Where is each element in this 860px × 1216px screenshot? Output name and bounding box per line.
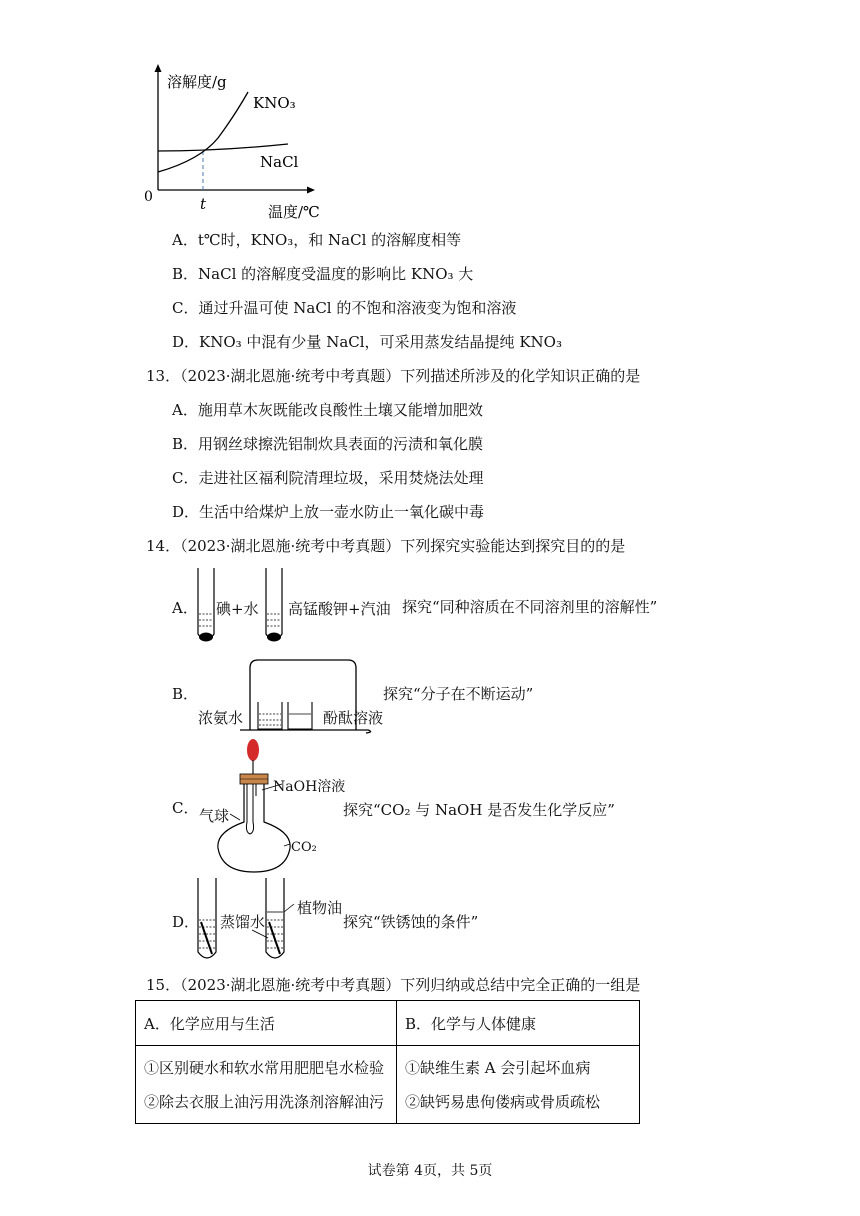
q14-d-letter: D．: [172, 913, 200, 931]
q14-stem: 14．（2023·湖北恩施·统考中考真题）下列探究实验能达到探究目的的是: [146, 537, 626, 555]
y-axis-arrow: [155, 64, 162, 72]
q14-a-label-iodine: 碘+水: [216, 600, 259, 618]
q14-c-label-balloon: 气球: [199, 807, 230, 825]
q12-option-d: D．KNO₃ 中混有少量 NaCl，可采用蒸发结晶提纯 KNO₃: [172, 333, 562, 351]
table-header-a: A．化学应用与生活: [136, 1001, 397, 1046]
q12-option-b: B．NaCl 的溶解度受温度的影响比 KNO₃ 大: [172, 265, 474, 283]
q14-d-label-water: 蒸馏水: [220, 913, 266, 931]
q14-c-text: 探究“CO₂ 与 NaOH 是否发生化学反应”: [343, 801, 615, 819]
red-dropper-bulb: [247, 739, 259, 761]
base-plate: [240, 730, 371, 733]
test-tube-kmno4: [266, 568, 282, 640]
y-axis-label: 溶解度/g: [167, 73, 227, 91]
cell-b-line-1: ①缺维生素 A 会引起坏血病: [405, 1058, 591, 1077]
q13-option-c: C．走进社区福利院清理垃圾，采用焚烧法处理: [172, 469, 484, 487]
x-axis-arrow: [307, 187, 315, 194]
table-header-row: [136, 1001, 640, 1046]
origin-label: 0: [144, 189, 153, 205]
series-label-kno3: KNO₃: [253, 94, 296, 112]
iodine-solid: [199, 633, 213, 642]
kmno4-solid: [267, 633, 281, 642]
q14-b-label-ammonia: 浓氨水: [198, 709, 244, 727]
q14-b-letter: B．: [172, 685, 199, 703]
q14-b-text: 探究“分子在不断运动”: [383, 685, 534, 703]
table-header-b: B．化学与人体健康: [397, 1001, 640, 1046]
balloon-tube: [246, 784, 253, 834]
test-tube-water: [198, 878, 216, 958]
q14-b-label-phenolphthalein: 酚酞溶液: [323, 709, 384, 727]
q13-option-a: A．施用草木灰既能改良酸性土壤又能增加肥效: [172, 401, 483, 419]
table-cell-a: [136, 1046, 397, 1124]
solubility-chart: [140, 60, 340, 225]
nacl-curve: [158, 144, 288, 151]
cell-a-line-1: ①区别硬水和软水常用肥肥皂水检验: [144, 1058, 385, 1077]
q12-option-a: A．t℃时，KNO₃，和 NaCl 的溶解度相等: [172, 231, 462, 249]
q14-a-text: 探究“同种溶质在不同溶剂里的溶解性”: [402, 598, 658, 616]
q14-d-label-oil: 植物油: [297, 899, 343, 917]
q14-c-letter: C．: [172, 799, 199, 817]
q14-d-text: 探究“铁锈蚀的条件”: [343, 913, 479, 931]
q13-option-d: D．生活中给煤炉上放一壶水防止一氧化碳中毒: [172, 503, 485, 521]
page-footer: 试卷第 4页，共 5页: [367, 1163, 493, 1179]
q15-summary-table: [135, 1000, 640, 1124]
test-tube-oil: [266, 878, 284, 958]
table-cell-b: [397, 1046, 640, 1124]
q14-c-label-naoh: NaOH溶液: [273, 779, 346, 795]
q14-c-label-co2: CO₂: [291, 840, 317, 855]
table-row: [136, 1046, 640, 1124]
q12-option-c: C．通过升温可使 NaCl 的不饱和溶液变为饱和溶液: [172, 299, 517, 317]
q15-stem: 15．（2023·湖北恩施·统考中考真题）下列归纳或总结中完全正确的一组是: [146, 976, 641, 994]
q14-a-label-kmno4: 高锰酸钾+汽油: [288, 600, 391, 618]
cell-b-line-2: ②缺钙易患佝偻病或骨质疏松: [405, 1092, 601, 1111]
series-label-nacl: NaCl: [260, 153, 299, 171]
q13-option-b: B．用钢丝球擦洗铝制炊具表面的污渍和氧化膜: [172, 435, 484, 453]
test-tube-iodine: [198, 568, 214, 640]
q13-stem: 13．（2023·湖北恩施·统考中考真题）下列描述所涉及的化学知识正确的是: [146, 367, 641, 385]
q14-a-letter: A．: [172, 599, 198, 617]
x-marker-label: t: [200, 195, 207, 213]
cell-a-line-2: ②除去衣服上油污用洗涤剂溶解油污: [144, 1092, 385, 1111]
beaker-phenolphthalein: [288, 702, 312, 729]
x-axis-label: 温度/℃: [268, 203, 320, 221]
